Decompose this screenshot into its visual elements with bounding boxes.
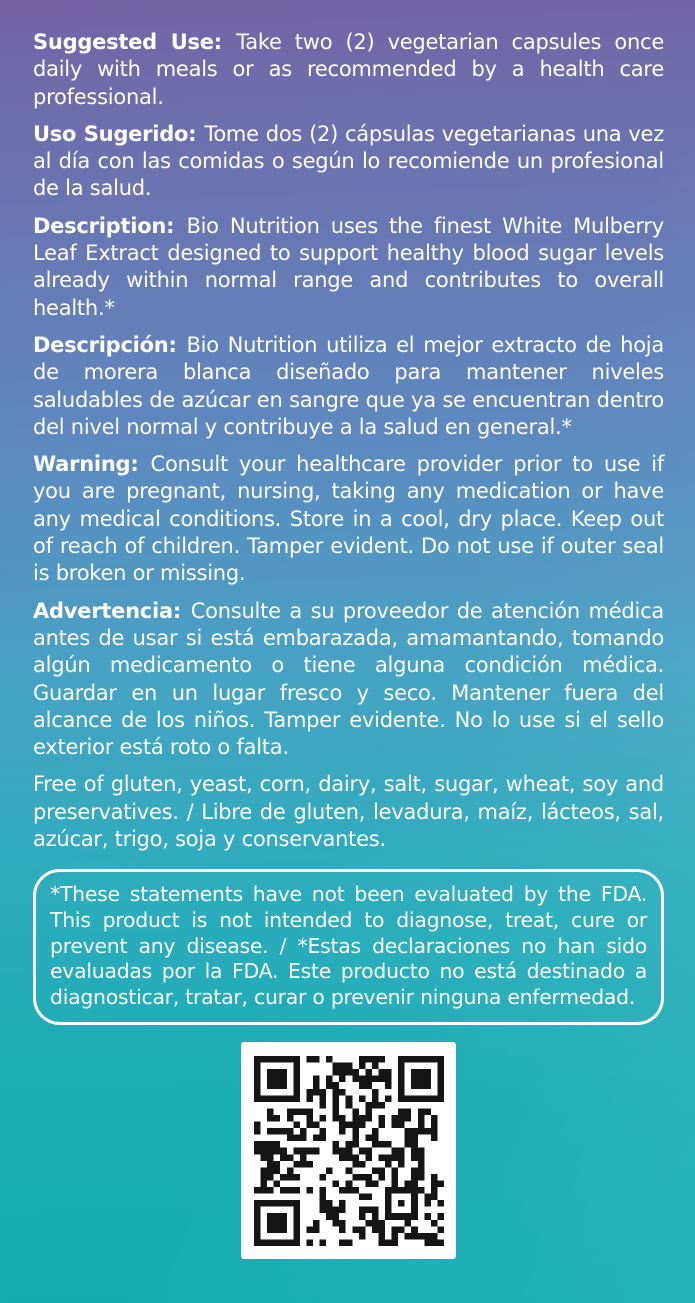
descripcion-label: Descripción: xyxy=(33,332,177,357)
description-label: Description: xyxy=(33,213,175,238)
suggested-use-label: Suggested Use: xyxy=(33,30,222,54)
paragraph-description xyxy=(33,213,664,322)
uso-sugerido-label: Uso Sugerido: xyxy=(33,121,197,146)
paragraph-warning xyxy=(33,451,664,587)
free-of-text: Free of gluten, yeast, corn, dairy, salt, sugar, wheat, soy and preservatives. / Libre de gluten, levadura, maíz, lácteos, sal, azúcar, trigo, soja y conservantes. xyxy=(33,772,664,852)
uso-sugerido-text: Tome dos (2) cápsulas vegetarianas una vez al día con las comidas o según lo recomiende un profesional de la salud. xyxy=(33,121,664,201)
paragraph-uso-sugerido xyxy=(33,121,664,203)
description-text: Bio Nutrition uses the finest White Mulberry Leaf Extract designed to support healthy blood sugar levels already within normal range and contributes to overall health.* xyxy=(33,213,664,320)
fda-disclaimer-box xyxy=(33,869,664,1025)
paragraph-descripcion xyxy=(33,332,664,441)
advertencia-text: Consulte a su proveedor de atención médica antes de usar si está embarazada, amamantando, tomando algún medicamento o tiene alguna condición médica. Guardar en un lugar fresco y seco. Mantener fuera del alcance de los niños. Tamper evidente. No lo use si el sello exterior está roto o falta. xyxy=(33,598,664,760)
paragraph-advertencia xyxy=(33,598,664,762)
fda-disclaimer-text: *These statements have not been evaluated by the FDA. This product is not intended to diagnose, treat, cure or prevent any disease. / *Estas declaraciones no han sido evaluadas por la FDA. Este producto no está destinado a diagnosticar, tratar, curar o prevenir ninguna enfermedad. xyxy=(50,882,647,1009)
paragraph-free-of xyxy=(33,771,664,853)
advertencia-label: Advertencia: xyxy=(33,598,182,623)
descripcion-text: Bio Nutrition utiliza el mejor extracto de hoja de morera blanca diseñado para mantener niveles saludables de azúcar en sangre que ya se encuentran dentro del nivel normal y contribuye a la salud en general.* xyxy=(33,332,664,439)
suggested-use-text: Take two (2) vegetarian capsules once daily with meals or as recommended by a health care professional. xyxy=(33,30,665,109)
qr-code xyxy=(241,1042,456,1259)
warning-label: Warning: xyxy=(33,452,139,477)
paragraph-suggested-use xyxy=(33,29,664,111)
qr-code-pattern xyxy=(254,1056,444,1246)
warning-text: Consult your healthcare provider prior to use if you are pregnant, nursing, taking any medication or have any medical conditions. Store in a cool, dry place. Keep out of reach of children. Tamper evident. Do not use if outer seal is broken or missing. xyxy=(33,452,664,586)
